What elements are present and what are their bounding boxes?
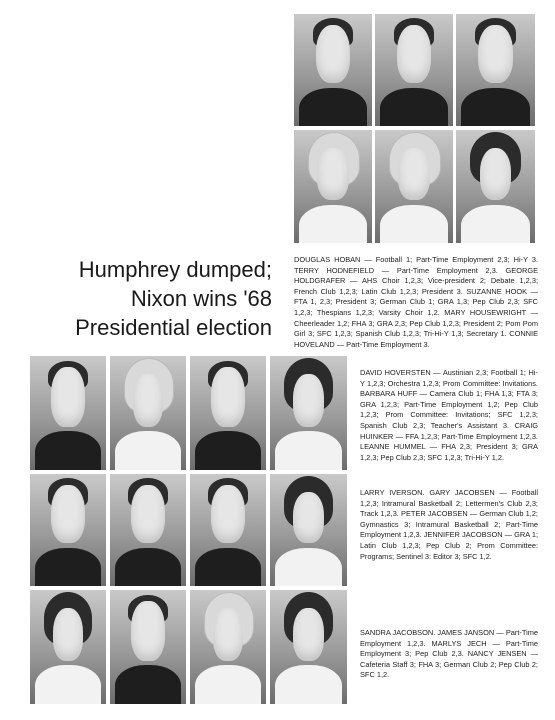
caption-block-1: DOUGLAS HOBAN — Football 1; Part-Time Employment 2,3; Hi-Y 3. TERRY HODNEFIELD — Part-Time Employment 2,3. GEORGE HOLDGRAFER — AHS Choir 1,2,3; Vice-president 2; Debate 1,2,3; French Club 1,2,3; Latin Club 1,2,3; President 3. SUZANNE HOOK — FTA 1, 2,3; President 3; German Club 1; GRA 1,3; Pep Club 2,3; SFC 1,2,3; Thespians 1,2,3; Varsity Choir 1,2. MARY HOUSEWRIGHT — Cheerleader 1,2; FHA 3; GRA 2,3; Pep Club 1,2,3; President 2; Pom Pom Girl 3; SFC 1,2,3; Spanish Club 1,2,3; Tri-Hi-Y 1,3; Secretary 1. CONNIE HOVELAND — Part-Time Employment 3. [294,255,538,349]
portrait-photo [375,14,453,126]
headline-line-2: Nixon wins '68 [130,286,272,311]
portrait-photo [110,356,186,470]
portrait-photo [110,474,186,586]
portrait-photo [270,474,347,586]
portrait-photo [30,590,106,704]
portrait-photo [110,590,186,704]
portrait-photo [270,356,347,470]
portrait-photo [190,474,266,586]
portrait-photo [294,14,372,126]
portrait-photo [30,356,106,470]
portrait-photo [30,474,106,586]
portrait-photo [456,130,535,243]
caption-block-4: SANDRA JACOBSON. JAMES JANSON — Part-Time Employment 1,2,3. MARLYS JECH — Part-Time Employment 3; Pep Club 2,3. NANCY JENSEN — Cafeteria Staff 3; FHA 3; German Club 2; Pep Club 2; SFC 1,2. [360,628,538,680]
portrait-photo [294,130,372,243]
portrait-photo [375,130,453,243]
headline-line-1: Humphrey dumped; [78,257,272,282]
caption-block-3: LARRY IVERSON. GARY JACOBSEN — Football 1,2,3; Intramural Basketball 2; Lettermen's Club 2,3; Track 1,2,3. PETER JACOBSEN — German Club 1,2; Gymnastics 3; Intramural Basketball 2; Part-Time Employment 1,2,3. JENNIFER JACOBSON — GRA 1; Latin Club 1,2,3; Pep Club 2; Prom Committee: Programs; Sentinel 3: Editor 3; SFC 1,2. [360,488,538,561]
caption-block-2: DAVID HOVERSTEN — Austinian 2,3; Football 1; Hi-Y 1,2,3; Orchestra 1,2,3; Prom Committee: Invitations. BARBARA HUFF — Camera Club 1; FHA 1,3; FTA 3; GRA 1,2,3; Part-Time Employment 1,2; Pep Club 1,2,3; Prom Committee: Invitations; SFC 1,2,3; Spanish Club 2,3; Teacher's Assistant 3. CRAIG HUINKER — FFA 1,2,3; Part-Time Employment 1,2,3. LEANNE HUMMEL — FHA 2,3; President 3; GRA 1,2,3; Pep Club 2,3; SFC 1,2,3; Tri-Hi-Y 1,2. [360,368,538,462]
portrait-photo [456,14,535,126]
portrait-photo [190,356,266,470]
headline-line-3: Presidential election [75,315,272,340]
headline [75,255,272,342]
portrait-photo [270,590,347,704]
portrait-photo [190,590,266,704]
